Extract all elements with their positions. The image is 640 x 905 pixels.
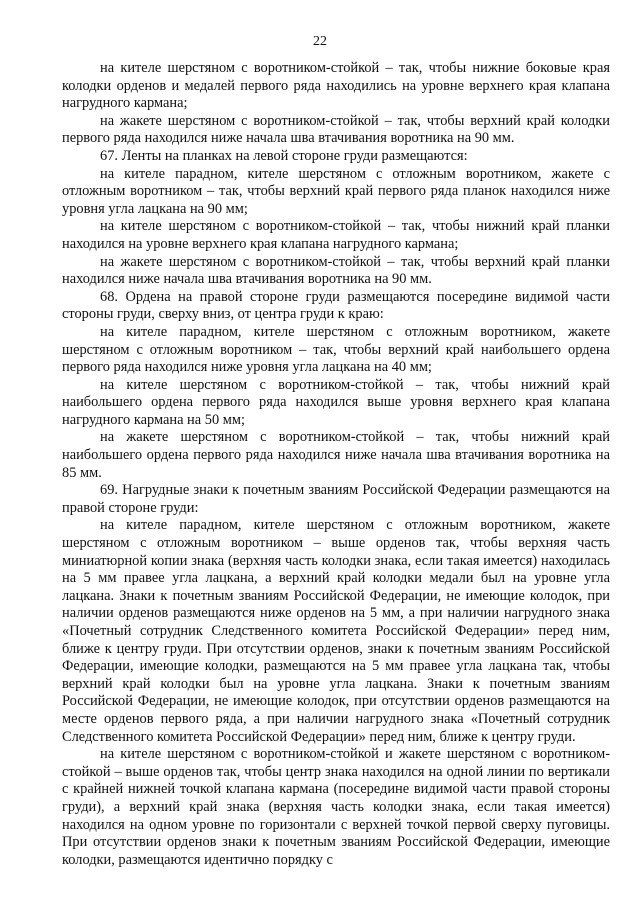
paragraph-kitel-paradnyi-planki: на кителе парадном, кителе шерстяном с отложным воротником, жакете с отложным воротником – так, чтобы верхний край первого ряда планок находился ниже уровня угла лацкана на 90 мм;: [62, 165, 610, 217]
paragraph-kitel-paradnyi-znaki: на кителе парадном, кителе шерстяном с отложным воротником, жакете шерстяном с отложным воротником – выше орденов так, чтобы верхняя часть миниатюрной копии знака (верхняя часть колодки знака, если такая имеется) находилась на 5 мм правее угла лацкана, а верхний край колодки медали был на уровне угла лацкана. Знаки к почетным званиям Российской Федерации, не имеющие колодок, при наличии орденов размещаются ниже орденов на 5 мм, а при наличии нагрудного знака «Почетный сотрудник Следственного комитета Российской Федерации» перед ним, ближе к центру груди. При отсутствии орденов, знаки к почетным званиям Российской Федерации, имеющие колодки, размещаются на 5 мм правее угла лацкана так, чтобы верхний край колодки был на уровне угла лацкана. Знаки к почетным званиям Российской Федерации, не имеющие колодок, при отсутствии орденов размещаются на месте орденов первого ряда, а при наличии нагрудного знака «Почетный сотрудник Следственного комитета Российской Федерации» перед ним, ближе к центру груди.: [62, 517, 610, 745]
paragraph-kitel-zhaket-stoyka-znaki: на кителе шерстяном с воротником-стойкой и жакете шерстяном с воротником-стойкой – выше орденов так, чтобы центр знака находился на одной линии по вертикали с крайней нижней точкой клапана кармана (посередине видимой части правой стороны груди), а верхний край знака (верхняя часть колодки знака, если такая имеется) находился на одном уровне по горизонтали с верхней точкой первой сверху пуговицы. При отсутствии орденов знаки к почетным званиям Российской Федерации, имеющие колодки, размещаются идентично порядку с: [62, 746, 610, 868]
paragraph-zhaket-stoyka-planki: на жакете шерстяном с воротником-стойкой – так, чтобы верхний край планки находился ниже начала шва втачивания воротника на 90 мм.: [62, 253, 610, 288]
paragraph-zhaket-stoyka-ordena: на жакете шерстяном с воротником-стойкой – так, чтобы нижний край наибольшего ордена первого ряда находился ниже начала шва втачивания воротника на 85 мм.: [62, 429, 610, 481]
page-number: 22: [313, 34, 327, 49]
paragraph-kitel-stoyka-kolodki: на кителе шерстяном с воротником-стойкой – так, чтобы нижние боковые края колодки орденов и медалей первого ряда находились на уровне верхнего края клапана нагрудного кармана;: [62, 60, 610, 112]
paragraph-item-68: 68. Ордена на правой стороне груди размещаются посередине видимой части стороны груди, сверху вниз, от центра груди к краю:: [62, 288, 610, 323]
paragraph-kitel-stoyka-ordena: на кителе шерстяном с воротником-стойкой – так, чтобы нижний край наибольшего ордена первого ряда находился выше уровня верхнего края клапана нагрудного кармана на 50 мм;: [62, 376, 610, 428]
paragraph-kitel-stoyka-planki: на кителе шерстяном с воротником-стойкой – так, чтобы нижний край планки находился на уровне верхнего края клапана нагрудного кармана;: [62, 218, 610, 252]
document-body: [62, 60, 610, 869]
paragraph-item-69: 69. Нагрудные знаки к почетным званиям Российской Федерации размещаются на правой стороне груди:: [62, 482, 610, 516]
paragraph-zhaket-stoyka-kolodki: на жакете шерстяном с воротником-стойкой – так, чтобы верхний край колодки первого ряда находился ниже начала шва втачивания воротника на 90 мм.: [62, 112, 610, 147]
paragraph-item-67: 67. Ленты на планках на левой стороне груди размещаются:: [100, 147, 468, 164]
paragraph-kitel-paradnyi-ordena: на кителе парадном, кителе шерстяном с отложным воротником, жакете шерстяном с отложным воротником – так, чтобы верхний край наибольшего ордена первого ряда находился ниже уровня угла лацкана на 40 мм;: [62, 323, 610, 376]
